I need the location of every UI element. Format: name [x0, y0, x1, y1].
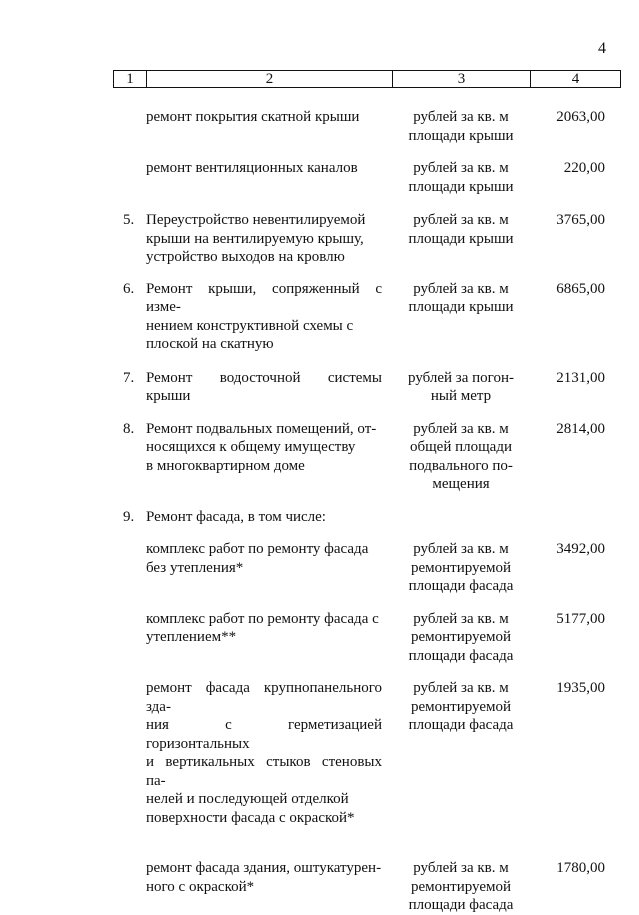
row-number: [113, 159, 146, 196]
row-number: [113, 859, 146, 915]
price-value: 1780,00: [556, 860, 605, 876]
table-row: [113, 679, 621, 827]
row-number: [113, 610, 146, 666]
unit-of-measure: рублей за кв. м ремонтируемой площади фасада: [408, 610, 514, 664]
work-name: Ремонт водосточной системы крыши: [146, 369, 382, 404]
unit-of-measure: рублей за кв. м ремонтируемой площади фасада: [408, 541, 514, 594]
unit-of-measure: рублей за погон- ный метр: [408, 369, 514, 404]
price-value: 6865,00: [556, 280, 605, 297]
table-row: [113, 280, 621, 354]
table-body: [113, 108, 621, 915]
row-number: [113, 540, 146, 596]
unit-of-measure: рублей за кв. м общей площади подвального по- мещения: [409, 420, 513, 492]
header-col-4: 4: [571, 71, 580, 87]
work-name: Ремонт подвальных помещений, от- носящихся к общему имуществу в многоквартирном доме: [146, 420, 377, 474]
header-col-1: 1: [114, 71, 147, 87]
work-name: ремонт фасада здания, оштукатурен- ного с окраской*: [146, 860, 382, 895]
unit-of-measure: рублей за кв. м площади крыши: [408, 160, 514, 195]
price-value: 2131,00: [556, 369, 605, 386]
unit-of-measure: рублей за кв. м площади крыши: [408, 280, 514, 315]
price-value: 2814,00: [556, 420, 605, 437]
price-value: 220,00: [563, 160, 605, 176]
price-value: 1935,00: [556, 680, 605, 696]
page-number: 4: [598, 40, 606, 57]
unit-of-measure: рублей за кв. м ремонтируемой площади фасада: [408, 680, 514, 733]
row-number: [113, 108, 146, 145]
table-header: [113, 70, 621, 88]
row-number: 9.: [123, 508, 135, 525]
table-row: [113, 508, 621, 527]
header-col-3: 3: [393, 71, 531, 87]
work-name: Ремонт крыши, сопряженный с изме- нением конструктивной схемы с плоской на скатную: [146, 280, 382, 352]
price-value: [530, 508, 619, 527]
unit-of-measure: [392, 508, 530, 527]
unit-of-measure: рублей за кв. м площади крыши: [408, 109, 514, 144]
price-value: 3492,00: [556, 541, 605, 557]
table-row: [113, 211, 621, 267]
work-name: ремонт фасада крупнопанельного зда- ния с герметизацией горизонтальных и вертикальных стыков стеновых па- нелей и последующей отделкой поверхности фасада с окраской*: [146, 680, 382, 826]
table-row: [113, 610, 621, 666]
row-number: 7.: [123, 369, 135, 386]
price-value: 2063,00: [556, 109, 605, 125]
row-number: 5.: [123, 212, 135, 228]
table-row: [113, 540, 621, 596]
row-number: [113, 679, 146, 827]
row-number: 8.: [123, 420, 135, 437]
work-name: ремонт покрытия скатной крыши: [146, 109, 360, 125]
price-value: 3765,00: [556, 212, 605, 228]
table-row: [113, 369, 621, 406]
row-number: 6.: [123, 280, 135, 297]
table-row: [113, 859, 621, 915]
unit-of-measure: рублей за кв. м ремонтируемой площади фасада: [408, 860, 514, 913]
work-name: ремонт вентиляционных каналов: [146, 160, 358, 176]
work-name: Переустройство невентилируемой крыши на вентилируемую крышу, устройство выходов на кровлю: [146, 212, 366, 265]
table-row: [113, 108, 621, 145]
price-value: 5177,00: [556, 610, 605, 627]
table-row: [113, 159, 621, 196]
work-name: комплекс работ по ремонту фасада с утеплением**: [146, 610, 379, 645]
work-name: комплекс работ по ремонту фасада без утепления*: [146, 541, 369, 576]
header-col-2: 2: [147, 71, 393, 87]
unit-of-measure: рублей за кв. м площади крыши: [408, 212, 514, 247]
table-row: [113, 420, 621, 494]
work-name: Ремонт фасада, в том числе:: [146, 508, 326, 525]
